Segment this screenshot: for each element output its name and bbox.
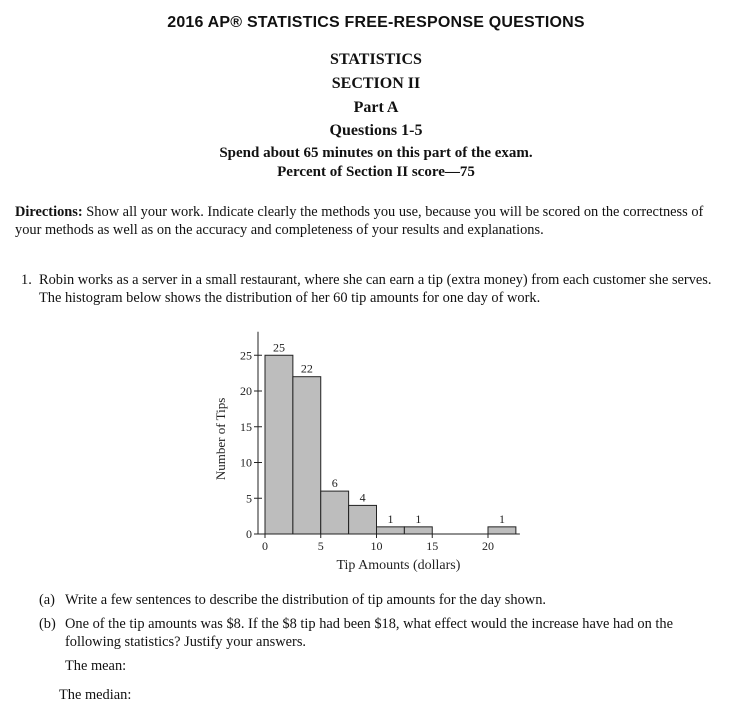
- x-tick-label: 20: [482, 539, 494, 553]
- histogram-bar: [321, 491, 349, 534]
- bar-data-label: 22: [300, 361, 313, 376]
- question-text: Robin works as a server in a small restaurant, where she can earn a tip (extra money) from each customer she serves. The histogram below shows the distribution of her 60 tip amounts for one day of work.: [39, 272, 712, 306]
- mean-label: The mean:: [65, 658, 127, 674]
- histogram-bar: [265, 355, 293, 534]
- y-tick-label: 25: [240, 348, 252, 363]
- part-a-text: Write a few sentences to describe the distribution of tip amounts for the day shown.: [65, 592, 546, 608]
- part-a: [39, 591, 719, 609]
- question-number: 1.: [21, 272, 32, 288]
- y-tick-label: 5: [246, 491, 252, 506]
- y-tick-label: 15: [240, 419, 252, 434]
- header-line-part: Part A: [353, 99, 399, 116]
- histogram-bar: [293, 377, 321, 534]
- part-b: [39, 615, 719, 651]
- histogram-bar: [377, 527, 405, 534]
- bar-data-label: 4: [359, 490, 366, 505]
- header-line-section: SECTION II: [331, 75, 421, 92]
- x-tick-label: 15: [426, 539, 439, 553]
- x-tick-label: 5: [317, 539, 324, 553]
- histogram-bar: [488, 527, 516, 534]
- bar-data-label: 1: [415, 511, 422, 526]
- header-line-questions: Questions 1-5: [329, 122, 423, 139]
- question-1: [21, 271, 721, 307]
- histogram-plot-area: [213, 332, 520, 573]
- x-tick-label: 0: [262, 539, 268, 553]
- histogram-bar: [349, 505, 377, 534]
- percent-note: Percent of Section II score—75: [277, 164, 475, 180]
- page-header-title: 2016 AP® STATISTICS FREE-RESPONSE QUESTIONS: [167, 14, 585, 31]
- bar-data-label: 25: [272, 340, 285, 355]
- directions-text: Show all your work. Indicate clearly the methods you use, because you will be scored on the correctness of your methods as well as on the accuracy and completeness of your results and explanations.: [15, 204, 704, 238]
- part-b-text: One of the tip amounts was $8. If the $8 tip had been $18, what effect would the increase have had on the following statistics? Justify your answers.: [65, 616, 673, 650]
- bar-data-label: 1: [498, 511, 505, 526]
- y-tick-label: 20: [240, 384, 252, 398]
- y-axis-label: Number of Tips: [213, 397, 228, 481]
- bar-data-label: 1: [387, 511, 394, 526]
- median-label: The median:: [59, 687, 132, 703]
- part-a-label: (a): [39, 592, 55, 608]
- tip-histogram: [0, 320, 752, 582]
- bar-data-label: 6: [331, 476, 338, 491]
- time-note: Spend about 65 minutes on this part of the exam.: [219, 145, 533, 161]
- x-tick-label: 10: [370, 539, 383, 553]
- part-b-label: (b): [39, 616, 56, 632]
- y-tick-label: 10: [240, 455, 252, 470]
- header-line-statistics: STATISTICS: [330, 51, 422, 68]
- directions-label: Directions:: [15, 204, 83, 220]
- histogram-bar: [404, 527, 432, 534]
- x-axis-label: Tip Amounts (dollars): [336, 558, 461, 573]
- directions: [15, 203, 715, 239]
- y-tick-label: 0: [246, 527, 252, 541]
